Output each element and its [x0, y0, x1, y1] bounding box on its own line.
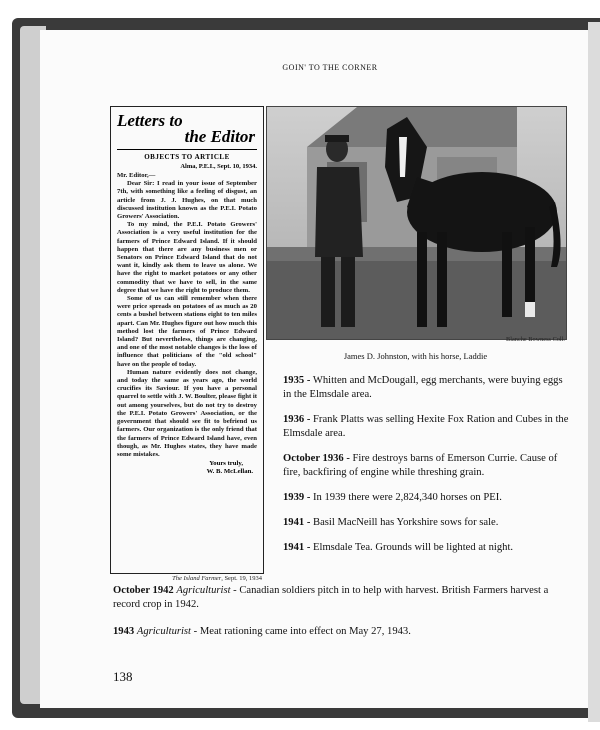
letter-salutation: Mr. Editor,— — [117, 172, 156, 179]
entry-text: - Meat rationing came into effect on May 27, 1943. — [191, 626, 411, 637]
timeline-entry-wide — [113, 625, 573, 639]
entry-year: 1936 - — [283, 414, 311, 425]
entry-year: October 1936 - — [283, 453, 350, 464]
entry-text: Fire destroys barns of Emerson Currie. Cause of fire, backfiring of engine while threshing grain. — [283, 453, 558, 478]
timeline-entry — [283, 516, 573, 530]
letter-title — [117, 113, 257, 145]
letter-title-line2: the Editor — [184, 127, 255, 146]
running-head: GOIN' TO THE CORNER — [282, 63, 378, 72]
entry-year: 1939 - — [283, 492, 311, 503]
letter-dateline: Alma, P.E.I., Sept. 10, 1934. — [180, 163, 257, 170]
timeline-entry — [283, 452, 573, 480]
letter-subhead: OBJECTS TO ARTICLE — [144, 153, 230, 161]
letter-paragraph: Dear Sir: I read in your issue of September 7th, with something like a feeling of disgust, an article from J. J. Hughes, on that much discussed institution known as the P.E.I. Potato Growers' Association. — [117, 180, 257, 221]
letter-caption-date: , Sept. 19, 1934 — [221, 575, 262, 582]
entry-year: 1935 - — [283, 375, 311, 386]
page-edge — [588, 22, 600, 722]
entry-year: 1941 - — [283, 542, 311, 553]
timeline-entries — [283, 374, 573, 566]
entry-year: 1941 - — [283, 517, 311, 528]
horse-photo-image — [267, 107, 566, 339]
photo-credit: Blanche Bowness Coll. — [506, 336, 565, 343]
entry-year: October 1942 — [113, 585, 174, 596]
divider — [117, 149, 257, 150]
photo-caption: James D. Johnston, with his horse, Laddie — [343, 351, 488, 361]
entry-text: Whitten and McDougall, egg merchants, were buying eggs in the Elmsdale area. — [283, 375, 563, 400]
letter-closing: Yours truly, — [209, 460, 243, 468]
entry-text: In 1939 there were 2,824,340 horses on PEI. — [310, 492, 502, 503]
entry-text: Elmsdale Tea. Grounds will be lighted at night. — [310, 542, 514, 553]
entry-text: Basil MacNeill has Yorkshire sows for sale. — [310, 517, 499, 528]
letter-paragraph: Human nature evidently does not change, and today the same as years ago, the world crucifies its Saviour. If you have a personal quarrel to settle with J. W. Boulter, please fight it out among yourselves, but do not try to destroy the P.E.I. Potato Growers' Association, or the government that should see fit to befriend us farmers. Our organization is the only friend that the farmers of Prince Edward Island have, even though, as Mr. Hughes states, they have made some mistakes. — [117, 368, 257, 458]
letter-paragraph: To my mind, the P.E.I. Potato Growers' Association is a very useful institution for the farmers of Prince Edward Island. If it should happen that there are any business men or Senators on Prince Edward Island that do not want it, kindly ask them to leave us alone. We have the right to market potatoes or any other commodity that we have to sell, in the same degree that we have the right to produce them. — [117, 221, 257, 294]
letter-to-editor-clipping — [110, 106, 264, 574]
timeline-entry — [283, 541, 573, 555]
entry-source: Agriculturist — [136, 626, 191, 637]
letter-body — [117, 172, 257, 459]
letter-caption-source: The Island Farmer — [172, 575, 222, 582]
letter-title-line1: Letters to — [117, 111, 183, 130]
letter-signature: W. B. McLellan. — [206, 468, 253, 476]
entry-source: Agriculturist — [176, 585, 231, 596]
entry-text: - Canadian soldiers pitch in to help with harvest. British Farmers harvest a record crop in 1942. — [113, 585, 549, 610]
timeline-entry — [283, 374, 573, 402]
timeline-entry — [283, 491, 573, 505]
letter-caption — [110, 575, 262, 582]
page-number: 138 — [113, 669, 133, 684]
entry-year: 1943 — [113, 626, 135, 637]
entry-text: Frank Platts was selling Hexite Fox Ration and Cubes in the Elmsdale area. — [283, 414, 569, 439]
timeline-entry — [283, 413, 573, 441]
letter-paragraph: Some of us can still remember when there were price spreads on potatoes of as much as 20 cents a bushel between stations eight to ten miles apart. Can Mr. Hughes figure out how much this method lost the farmers of Prince Edward Island? But nevertheless, things are changing, and one of the most notable changes is the loss of influence that politicians of the "old school" have on the people of today. — [117, 295, 257, 368]
timeline-entry-wide — [113, 584, 573, 612]
horse-photo — [266, 106, 567, 340]
